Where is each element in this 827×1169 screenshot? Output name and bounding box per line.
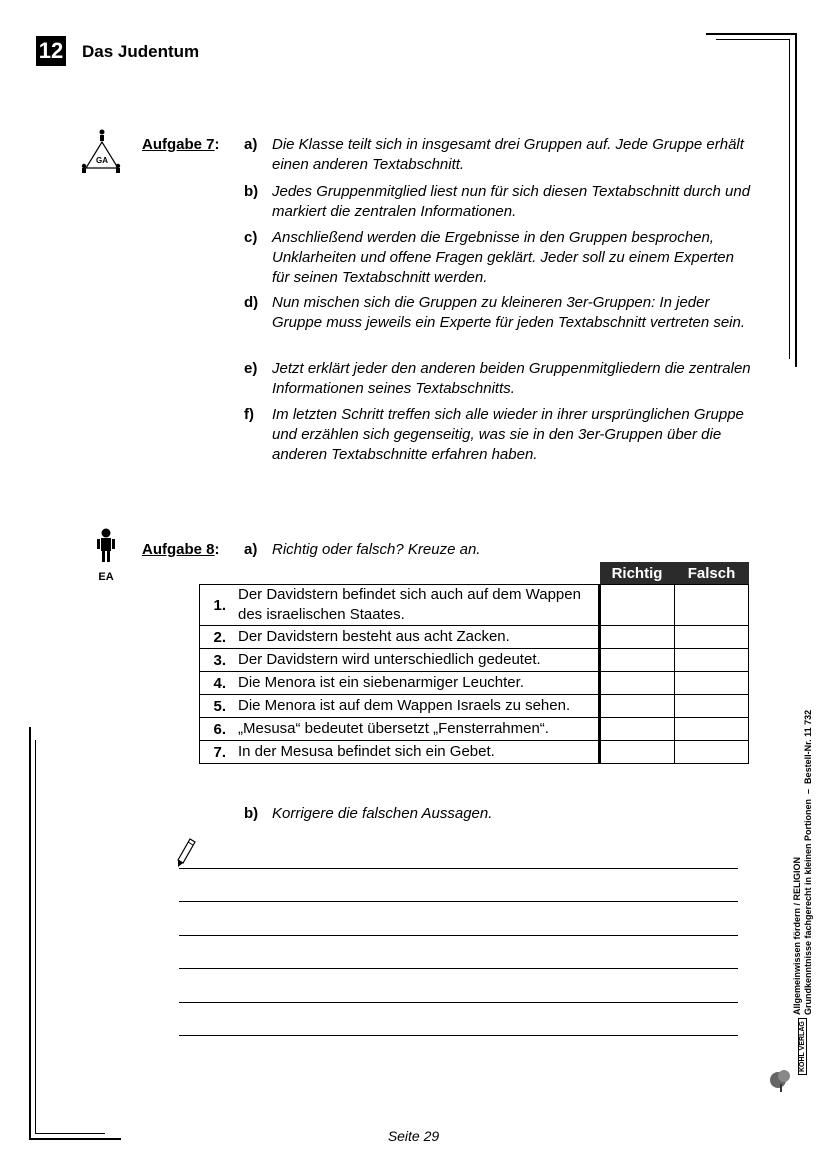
sidebar-line-3: Grundkenntnisse fachgerecht in kleinen Portionen <box>803 798 813 1015</box>
page-title: Das Judentum <box>82 42 200 61</box>
table-row <box>200 741 749 764</box>
item-text: Richtig oder falsch? Kreuze an. <box>272 541 481 558</box>
page-footer: Seite 29 <box>387 1128 440 1144</box>
order-number: Bestell-Nr. 11 732 <box>803 709 813 784</box>
statement-text: Der Davidstern besteht aus acht Zacken. <box>232 626 600 649</box>
group-work-icon-label: GA <box>96 156 108 165</box>
statement-text: „Mesusa“ bedeutet übersetzt „Fensterrahmen“. <box>232 718 600 741</box>
statement-number: 2. <box>200 626 233 649</box>
falsch-checkbox[interactable] <box>675 585 749 626</box>
falsch-checkbox[interactable] <box>675 626 749 649</box>
item-text: Jedes Gruppenmitglied liest nun für sich diesen Textabschnitt durch und markiert die zentralen Informationen. <box>272 183 751 220</box>
frame-left-line <box>29 727 31 1139</box>
frame-left-line-inner <box>35 740 36 1133</box>
frame-right-line <box>795 33 797 367</box>
item-letter: d) <box>244 294 259 311</box>
publisher-sidebar-text: Allgemeinwissen fördern / RELIGION Grundkenntnisse fachgerecht in kleinen Portionen – Bestell-Nr. 11 732 <box>792 709 813 1015</box>
column-header-richtig: Richtig <box>600 562 675 585</box>
frame-right-line-inner <box>789 39 790 359</box>
item-text: Korrigere die falschen Aussagen. <box>272 805 493 822</box>
statement-text: Die Menora ist auf dem Wappen Israels zu sehen. <box>232 695 600 718</box>
publisher-logo <box>768 1030 798 1094</box>
table-row <box>200 626 749 649</box>
richtig-checkbox[interactable] <box>600 626 675 649</box>
item-letter: a) <box>244 136 258 153</box>
statement-number: 3. <box>200 649 233 672</box>
richtig-checkbox[interactable] <box>600 695 675 718</box>
falsch-checkbox[interactable] <box>675 741 749 764</box>
table-row <box>200 718 749 741</box>
frame-top-line <box>706 33 796 35</box>
statement-number: 6. <box>200 718 233 741</box>
falsch-checkbox[interactable] <box>675 718 749 741</box>
falsch-checkbox[interactable] <box>675 672 749 695</box>
column-header-falsch: Falsch <box>675 562 749 585</box>
table-row <box>200 672 749 695</box>
richtig-checkbox[interactable] <box>600 741 675 764</box>
frame-top-line-inner <box>716 39 790 40</box>
statement-number: 5. <box>200 695 233 718</box>
writing-line[interactable] <box>179 1002 738 1003</box>
task8-label: Aufgabe 8: <box>142 541 220 558</box>
richtig-checkbox[interactable] <box>600 585 675 626</box>
statement-text: Der Davidstern wird unterschiedlich gedeutet. <box>232 649 600 672</box>
statement-number: 1. <box>200 585 233 626</box>
statement-number: 7. <box>200 741 233 764</box>
statement-text: Die Menora ist ein siebenarmiger Leuchter. <box>232 672 600 695</box>
falsch-checkbox[interactable] <box>675 695 749 718</box>
group-work-icon <box>80 128 124 174</box>
item-letter: c) <box>244 229 258 246</box>
item-text: Anschließend werden die Ergebnisse in den Gruppen besprochen, Unklarheiten und offene Fragen geklärt. Jeder soll zu einem Experten für seinen Textabschnitt werden. <box>272 229 734 286</box>
falsch-checkbox[interactable] <box>675 649 749 672</box>
item-letter: f) <box>244 406 254 423</box>
table-row <box>200 695 749 718</box>
table-row <box>200 585 749 626</box>
single-work-icon <box>94 528 118 582</box>
item-letter: b) <box>244 183 259 200</box>
richtig-checkbox[interactable] <box>600 649 675 672</box>
statement-text: Der Davidstern befindet sich auch auf dem Wappen des israelischen Staates. <box>232 585 600 626</box>
single-work-icon-label: EA <box>98 571 114 583</box>
chapter-number-badge: 12 <box>36 36 66 66</box>
true-false-table <box>199 562 749 764</box>
writing-line[interactable] <box>179 935 738 936</box>
table-row <box>200 649 749 672</box>
task7-label: Aufgabe 7: <box>142 136 220 153</box>
richtig-checkbox[interactable] <box>600 672 675 695</box>
item-text: Nun mischen sich die Gruppen zu kleineren 3er-Gruppen: In jeder Gruppe muss jeweils ein Experte für jeden Textabschnitt vertreten sein. <box>272 294 746 331</box>
writing-line[interactable] <box>179 901 738 902</box>
publisher-name: KOHL VERLAG <box>798 1018 807 1075</box>
item-letter: b) <box>244 805 259 822</box>
item-letter: a) <box>244 541 258 558</box>
statement-text: In der Mesusa befindet sich ein Gebet. <box>232 741 600 764</box>
writing-line[interactable] <box>179 1035 738 1036</box>
writing-line[interactable] <box>179 968 738 969</box>
richtig-checkbox[interactable] <box>600 718 675 741</box>
item-text: Jetzt erklärt jeder den anderen beiden Gruppenmitgliedern die zentralen Informationen seines Textabschnitts. <box>272 360 751 397</box>
pencil-icon <box>176 838 196 868</box>
statement-number: 4. <box>200 672 233 695</box>
item-letter: e) <box>244 360 258 377</box>
writing-line[interactable] <box>179 868 738 869</box>
item-text: Im letzten Schritt treffen sich alle wieder in ihrer ursprünglichen Gruppe und erzählen sich gegenseitig, was sie in den 3er-Gruppen über die anderen Textabschnitte erfahren haben. <box>272 406 744 463</box>
sidebar-line-2: Allgemeinwissen fördern / RELIGION <box>792 856 802 1015</box>
item-text: Die Klasse teilt sich in insgesamt drei Gruppen auf. Jede Gruppe erhält einen anderen Textabschnitt. <box>272 136 744 173</box>
